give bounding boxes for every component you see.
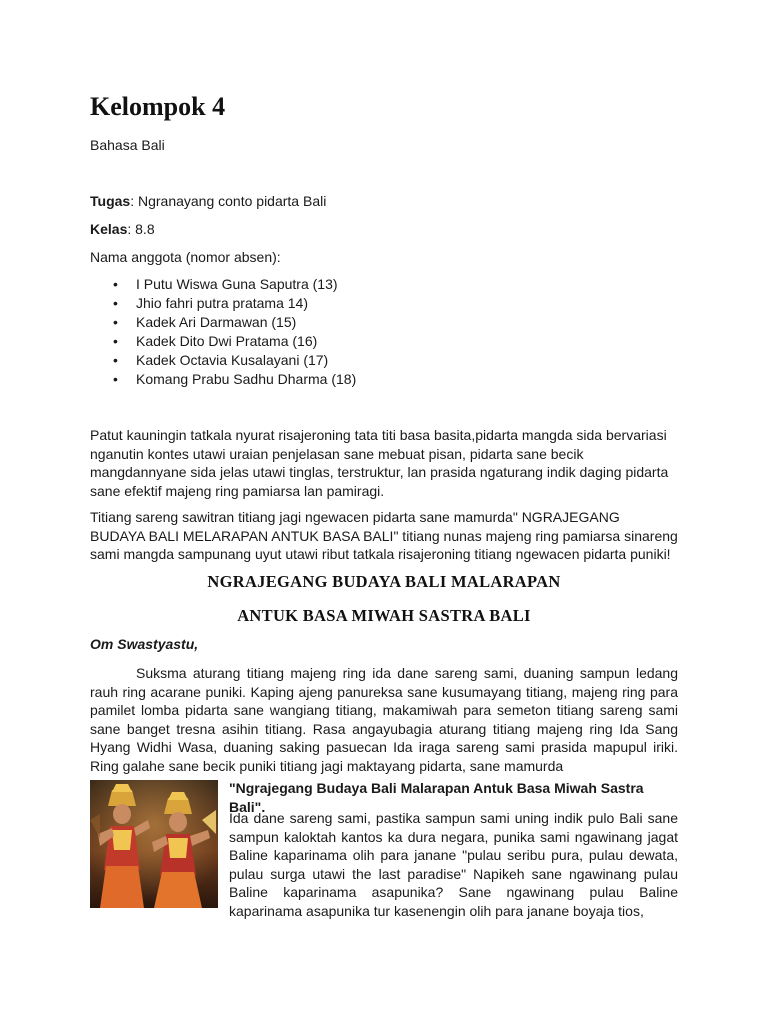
- kelas-line: [90, 220, 155, 239]
- kelas-label: Kelas: [90, 221, 128, 237]
- tugas-value: : Ngranayang conto pidarta Bali: [130, 193, 327, 209]
- greeting: Om Swastyastu,: [90, 636, 199, 652]
- subject-text: Bahasa Bali: [90, 137, 165, 153]
- kelas-value: : 8.8: [127, 221, 155, 237]
- body-paragraph-2: Ida dane sareng sami, pastika sampun sami uning indik pulo Bali sane sampun kaloktah kantos ka dura negara, punika sami ngawinang jagat Baline kaparinama olih para janane "pulau seribu pura, pulau dewata, pulau surga utawi the last paradise" Napikeh sane ngawinang pulau Baline kaparinama asapunika? Sane ngawinang pulau Baline kaparinama asapunika tur kasenengin olih para janane boyaja tios,: [229, 810, 678, 919]
- intro-paragraph: Titiang sareng sawitran titiang jagi ngewacen pidarta sane mamurda" NGRAJEGANG BUDAYA BALI MELARAPAN ANTUK BASA BALI" titiang nunas majeng ring pamiarsa sinareng sami mangda sampunang uyut utawi ribut tatkala risajeroning titiang ngewacen pidarta puniki!: [90, 509, 678, 562]
- list-item: • Kadek Octavia Kusalayani (17): [90, 351, 356, 370]
- list-item: • Kadek Dito Dwi Pratama (16): [90, 332, 356, 351]
- list-item: • Jhio fahri putra pratama 14): [90, 294, 356, 313]
- list-item: • Komang Prabu Sadhu Dharma (18): [90, 370, 356, 389]
- speech-heading: ANTUK BASA MIWAH SASTRA BALI: [237, 606, 531, 625]
- page-title: Kelompok 4: [90, 92, 226, 121]
- dancers-photo: [90, 780, 218, 908]
- tugas-line: [90, 192, 326, 211]
- tugas-label: Tugas: [90, 193, 131, 209]
- body-paragraph: Suksma aturang titiang majeng ring ida dane sareng sami, duaning sampun ledang rauh ring acarane puniki. Kaping ajeng panureksa sane kusumayang titiang, majeng ring para pamilet lomba pidarta sane wangiang titiang, makamiwah para semeton titiang sareng sami sane banget tresna asihin titiang. Rasa angayubagia aturang titiang majeng ring Ida Sang Hyang Widhi Wasa, duaning saking pasuecan Ida iraga sareng sami prasida mapupul iriki. Ring galahe sane becik puniki titiang jagi maktayang pidarta, sane mamurda: [90, 665, 678, 774]
- members-list: [90, 275, 356, 389]
- intro-paragraph: Patut kauningin tatkala nyurat risajeroning tata titi basa basita,pidarta mangda sida bervariasi nganutin kontes utawi uraian penjelasan sane mebuat pisan, pidarta sane becik mangdannyane sida jelas utawi tinglas, terstruktur, lan prasida ngaturang indik daging pidarta sane efektif majeng ring pamiarsa lan pamiragi.: [90, 427, 669, 499]
- list-item: • I Putu Wiswa Guna Saputra (13): [90, 275, 356, 294]
- members-label: Nama anggota (nomor absen):: [90, 249, 281, 265]
- speech-title-quote: "Ngrajegang Budaya Bali Malarapan Antuk Basa Miwah Sastra Bali".: [229, 780, 644, 815]
- list-item: • Kadek Ari Darmawan (15): [90, 313, 356, 332]
- speech-heading: NGRAJEGANG BUDAYA BALI MALARAPAN: [207, 572, 561, 591]
